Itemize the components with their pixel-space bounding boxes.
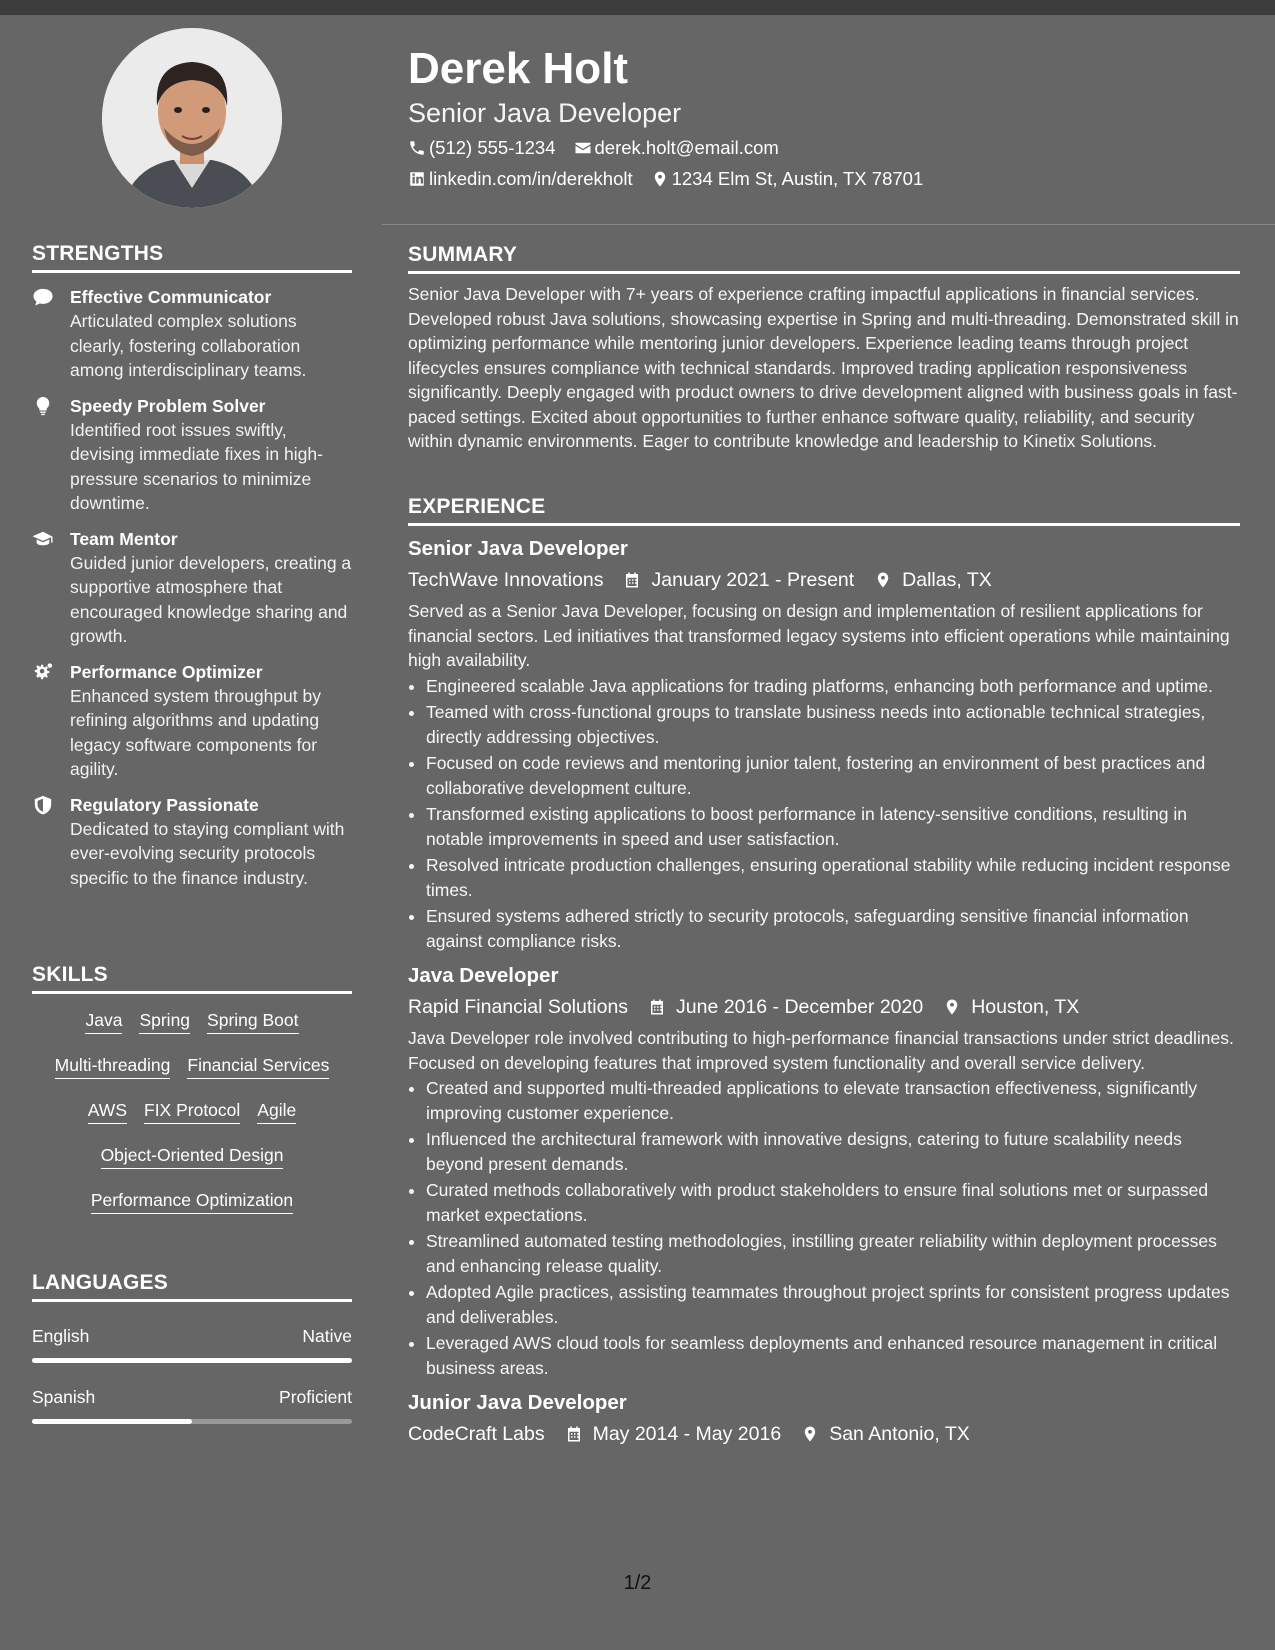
contact-row [408,135,1238,161]
strength-title: Team Mentor [70,528,178,549]
top-bar [0,0,1275,15]
language-level-bar [32,1419,352,1424]
job-bullets [408,674,1240,954]
job-title: Junior Java Developer [408,1391,627,1414]
job-meta [408,993,1240,1021]
bullet-item: • Transformed existing applications to boost performance in latency-sensitive conditions, resulting in notable improvements in speed and user satisfaction. [426,802,1240,851]
language-level-fill [32,1419,192,1424]
bullet-item: • Engineered scalable Java applications for trading platforms, enhancing both performance and uptime. [426,674,1240,699]
speech-bubble-icon [32,285,70,383]
summary-text: Senior Java Developer with 7+ years of experience crafting impactful applications in financial services. Developed robust Java solutions, showcasing expertise in Spring and multi-threading. Demonstrated skill in optimizing performance while mentoring junior developers. Experience leading teams through project lifecycles ensures compliance with technical standards. Improved trading application responsiveness significantly. Deeply engaged with product owners to drive development aligned with business goals in fast-paced settings. Excited about opportunities to further enhance software quality, reliability, and security within dynamic environments. Eager to contribute knowledge and leadership to Kinetix Solutions. [408,284,1239,451]
language-level-fill [32,1358,352,1363]
graduation-cap-icon [32,527,70,649]
location-pin-icon [801,1424,819,1444]
job-bullets [408,1076,1240,1380]
job-meta [408,566,1240,594]
skills-heading: SKILLS [32,963,352,994]
calendar-icon [565,1424,583,1444]
strength-item [32,793,352,891]
experience-heading: EXPERIENCE [408,495,1240,526]
bullet-item: • Influenced the architectural framework with innovative designs, catering to future scalability needs beyond present demands. [426,1127,1240,1176]
skill-chip: Java [85,1008,122,1034]
strength-title: Effective Communicator [70,287,272,307]
strength-desc: Enhanced system throughput by refining algorithms and updating legacy software components for agility. [70,685,321,779]
skill-chip: AWS [88,1098,127,1124]
job-location: Houston, TX [971,996,1080,1018]
bullet-item: • Teamed with cross-functional groups to translate business needs into actionable technical strategies, directly addressing objectives. [426,700,1240,749]
job-description: Java Developer role involved contributing to high-performance financial transactions under strict deadlines. Focused on developing features that improved system functionality and overall service delivery. [408,1028,1234,1073]
strength-item [32,527,352,649]
candidate-title: Senior Java Developer [408,98,682,128]
email-text: derek.holt@email.com [594,137,779,158]
strength-title: Speedy Problem Solver [70,395,266,416]
bullet-item: • Streamlined automated testing methodologies, instilling greater reliability within deployment processes and enhancing release quality. [426,1229,1240,1278]
job-description: Served as a Senior Java Developer, focusing on design and implementation of resilient applications for financial sectors. Led initiatives that transformed legacy systems into efficient operations while maintaining high availability. [408,601,1230,670]
location-pin-icon [651,170,669,188]
address-text: 1234 Elm St, Austin, TX 78701 [671,168,924,189]
job-location: Dallas, TX [902,569,992,591]
skill-chip: Performance Optimization [91,1188,293,1214]
strength-desc: Dedicated to staying compliant with ever-evolving security protocols specific to the finance industry. [70,818,345,888]
company-name: Rapid Financial Solutions [408,996,629,1018]
avatar-portrait [102,28,282,208]
skills-list [32,1008,352,1214]
calendar-icon [648,997,666,1017]
skill-chip: Spring [139,1008,190,1034]
strength-item [32,660,352,782]
skill-chip: FIX Protocol [144,1098,240,1124]
languages-heading: LANGUAGES [32,1271,352,1302]
strength-item [32,285,352,383]
job-dates: January 2021 - Present [651,569,855,591]
phone-icon [408,139,426,157]
languages-section [32,1271,352,1424]
job-dates: June 2016 - December 2020 [676,996,924,1018]
strength-desc: Guided junior developers, creating a supportive atmosphere that encouraged knowledge sharing and growth. [70,552,352,646]
job-title: Java Developer [408,964,559,987]
bullet-item: • Focused on code reviews and mentoring junior talent, fostering an environment of best practices and collaborative development culture. [426,751,1240,800]
bullet-item: • Leveraged AWS cloud tools for seamless deployments and enhanced resource management in critical business areas. [426,1331,1240,1380]
strength-title: Regulatory Passionate [70,794,259,815]
skill-chip: Object-Oriented Design [101,1143,284,1169]
calendar-icon [623,570,641,590]
skill-chip: Spring Boot [207,1008,298,1034]
page-number: 1/2 [623,1572,652,1594]
candidate-name: Derek Holt [408,44,629,93]
strength-item [32,394,352,516]
strength-title: Performance Optimizer [70,661,263,682]
language-name: Spanish [32,1387,96,1407]
profile-photo [102,28,282,208]
job-dates: May 2014 - May 2016 [592,1423,782,1445]
location-pin-icon [874,570,892,590]
job-entry [408,535,1240,953]
resume-header [408,42,1238,192]
job-title: Senior Java Developer [408,537,628,560]
company-name: CodeCraft Labs [408,1423,545,1445]
linkedin-icon [408,170,426,188]
strengths-heading: STRENGTHS [32,242,352,273]
company-name: TechWave Innovations [408,569,604,591]
language-level-bar [32,1358,352,1363]
experience-section [408,495,1240,1448]
location-pin-icon [943,997,961,1017]
language-item [32,1385,352,1424]
bullet-item: • Ensured systems adhered strictly to security protocols, safeguarding sensitive financial information against compliance risks. [426,904,1240,953]
job-entry [408,962,1240,1380]
skill-chip: Financial Services [187,1053,329,1079]
language-item [32,1324,352,1363]
strengths-section [32,242,352,901]
lightbulb-icon [32,394,70,516]
linkedin-text: linkedin.com/in/derekholt [429,168,633,189]
summary-heading: SUMMARY [408,243,1240,274]
bullet-item: • Resolved intricate production challenges, ensuring operational stability while reducing incident response times. [426,853,1240,902]
bullet-item: • Adopted Agile practices, assisting teammates throughout project sprints for consistent progress updates and deliverables. [426,1280,1240,1329]
job-location: San Antonio, TX [829,1423,970,1445]
job-entry [408,1389,1240,1448]
language-level: Native [302,1326,352,1346]
email-icon [574,139,592,157]
gears-icon [32,660,70,782]
header-divider [382,224,1275,225]
phone-text: (512) 555-1234 [429,137,556,158]
strength-desc: Identified root issues swiftly, devising immediate fixes in high-pressure scenarios to minimize downtime. [70,419,323,513]
strength-desc: Articulated complex solutions clearly, fostering collaboration among interdisciplinary teams. [70,311,307,380]
summary-section [408,243,1240,454]
contact-row [408,166,1238,192]
bullet-item: • Curated methods collaboratively with product stakeholders to ensure final solutions met or surpassed market expectations. [426,1178,1240,1227]
language-name: English [32,1326,90,1346]
language-level: Proficient [279,1387,352,1407]
job-meta [408,1420,1240,1448]
skill-chip: Multi-threading [55,1053,171,1079]
bullet-item: • Created and supported multi-threaded applications to elevate transaction effectiveness, significantly improving customer experience. [426,1076,1240,1125]
shield-icon [32,793,70,891]
skill-chip: Agile [257,1098,296,1124]
skills-section [32,963,352,1233]
